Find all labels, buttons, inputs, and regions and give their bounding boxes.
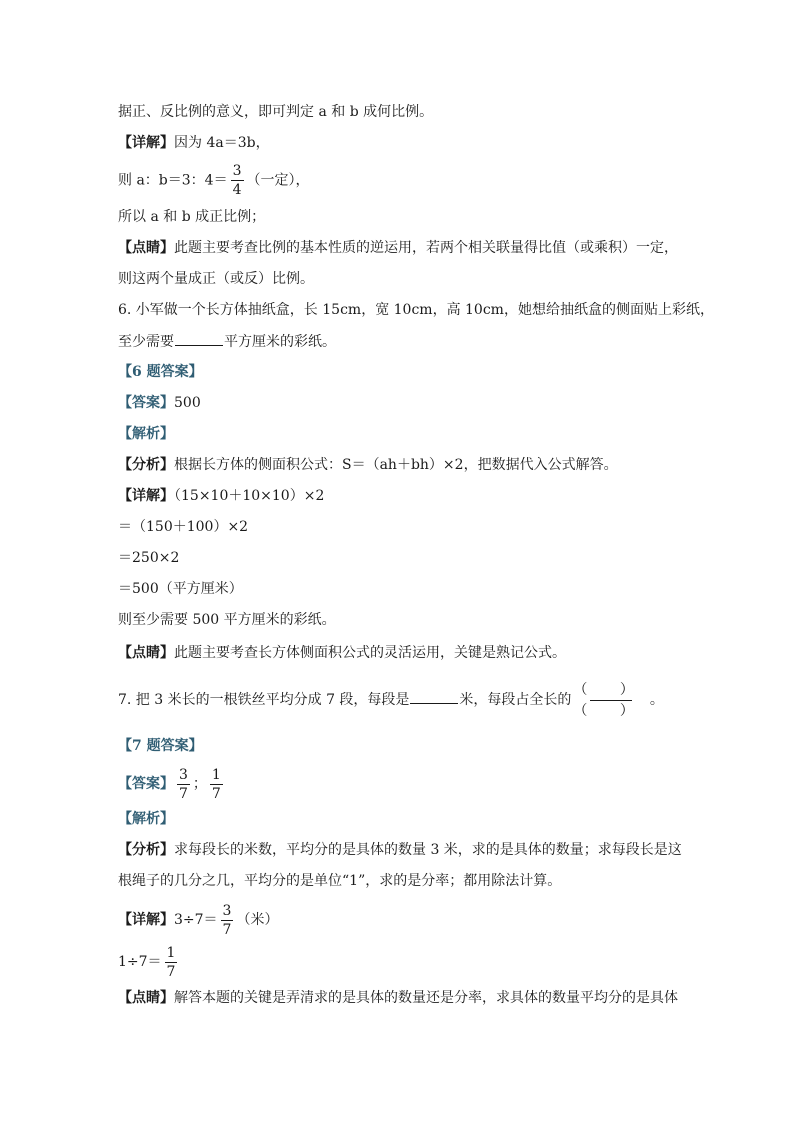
section-tag: 【分析】	[118, 842, 174, 858]
answer-value: 500	[174, 395, 201, 411]
calc-step	[118, 940, 180, 984]
section-tag: 【点睛】	[118, 645, 174, 661]
text-span: 至少需要	[118, 334, 174, 350]
fraction-numerator: 3	[222, 902, 232, 919]
text-span: ；	[192, 776, 207, 792]
text-span: （一定），	[246, 172, 310, 189]
fraction-denominator: 7	[166, 963, 176, 980]
text-span: 根据长方体的侧面积公式：S＝（ah＋bh）×2，把数据代入公式解答。	[174, 457, 618, 473]
text-line	[118, 162, 310, 199]
section-tag: 【点睛】	[118, 990, 174, 1006]
answer-heading: 【7 题答案】	[118, 738, 203, 754]
answer-blank	[410, 689, 458, 704]
text-span: 米，每段占全长的	[459, 692, 572, 708]
fraction	[221, 902, 234, 939]
text-line: 根绳子的几分之几，平均分的是单位“1”，求的是分率；都用除法计算。	[118, 873, 562, 889]
fraction-numerator: 3	[232, 163, 242, 179]
text-span: （米）	[236, 912, 279, 928]
text-span: 解答本题的关键是弄清求的是具体的数量还是分率，求具体的数量平均分的是具体	[174, 990, 678, 1006]
fraction-blank	[573, 680, 647, 721]
text-line: 所以 a 和 b 成正比例；	[118, 209, 266, 225]
calc-step: ＝250×2	[118, 550, 180, 566]
text-span: 3÷7＝	[174, 912, 218, 928]
text-span: 此题主要考查长方体侧面积公式的灵活运用，关键是熟记公式。	[174, 645, 566, 661]
text-line: 则这两个量成正（或反）比例。	[118, 271, 314, 287]
text-span: 则 a：b＝3：4＝	[118, 172, 228, 189]
section-tag: 【详解】	[118, 488, 174, 504]
text-span: 求每段长的米数，平均分的是具体的数量 3 米，求的是具体的数量；求每段长是这	[174, 842, 682, 858]
fraction-numerator: 1	[211, 766, 221, 783]
question-text	[118, 331, 336, 352]
answer-blank	[175, 331, 223, 346]
text-line	[118, 643, 566, 663]
text-span: （15×10＋10×10）×2	[174, 488, 325, 504]
fraction-top: （ ）	[573, 681, 648, 698]
section-tag: 【详解】	[118, 135, 174, 151]
text-line	[118, 898, 278, 942]
text-span: 平方厘米的彩纸。	[224, 334, 336, 350]
fraction-bottom: （ ）	[573, 702, 648, 719]
text-line	[118, 762, 226, 806]
answer-heading: 【6 题答案】	[118, 364, 203, 380]
calc-step: ＝500（平方厘米）	[118, 581, 243, 597]
fraction	[231, 162, 244, 199]
fraction-denominator: 4	[232, 182, 242, 198]
text-span: 此题主要考查比例的基本性质的逆运用，若两个相关联量得比值（或乘积）一定，	[174, 240, 678, 256]
fraction-denominator: 7	[211, 785, 221, 802]
text-line: 据正、反比例的意义，即可判定 a 和 b 成何比例。	[118, 104, 434, 120]
question-text: 6. 小军做一个长方体抽纸盒，长 15cm，宽 10cm，高 10cm，她想给抽纸盒的侧面贴上彩纸，	[118, 302, 714, 318]
fraction-denominator: 7	[179, 785, 188, 802]
section-tag: 【点睛】	[118, 240, 174, 256]
text-span: 1÷7＝	[118, 954, 162, 970]
text-line	[118, 988, 678, 1008]
calc-step: ＝（150＋100）×2	[118, 519, 249, 535]
text-line	[118, 133, 270, 153]
text-line	[118, 238, 678, 258]
text-line	[118, 840, 682, 860]
text-line	[118, 393, 201, 413]
section-tag: 【分析】	[118, 457, 174, 473]
section-tag: 【解析】	[118, 811, 174, 827]
text-span: 7. 把 3 米长的一根铁丝平均分成 7 段，每段是	[118, 692, 410, 708]
text-line	[118, 486, 324, 506]
text-span: 。	[649, 692, 664, 708]
section-tag: 【解析】	[118, 426, 174, 442]
fraction	[210, 766, 223, 803]
text-span: 因为 4a＝3b，	[174, 135, 270, 151]
fraction-numerator: 3	[179, 766, 188, 783]
section-tag: 【答案】	[118, 395, 174, 411]
text-line	[118, 455, 618, 475]
section-tag: 【答案】	[118, 776, 174, 792]
fraction	[177, 766, 190, 803]
fraction	[165, 944, 178, 981]
text-line: 则至少需要 500 平方厘米的彩纸。	[118, 612, 336, 628]
fraction-denominator: 7	[222, 921, 232, 938]
fraction-numerator: 1	[166, 944, 176, 961]
section-tag: 【详解】	[118, 912, 174, 928]
question-text	[118, 678, 664, 722]
